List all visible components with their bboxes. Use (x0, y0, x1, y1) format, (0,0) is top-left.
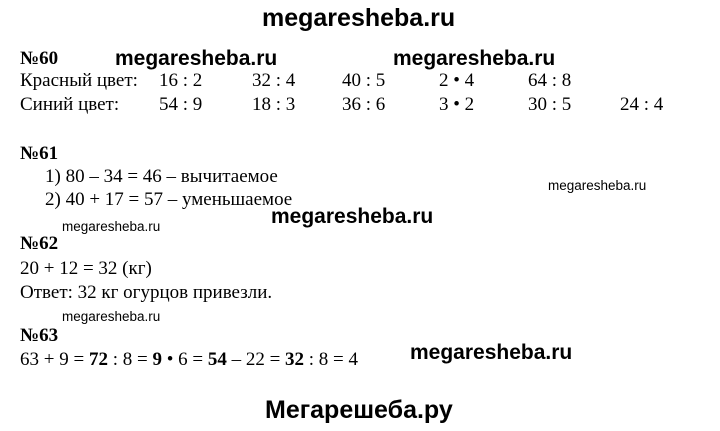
task-62-line-2: Ответ: 32 кг огурцов привезли. (20, 282, 273, 303)
task-61-line-2: 2) 40 + 17 = 57 – уменьшаемое (45, 189, 293, 210)
red-expr-1: 16 : 2 (159, 70, 203, 91)
watermark-row1-left: megaresheba.ru (115, 47, 278, 70)
eq-bold-4: 32 (285, 349, 305, 370)
watermark-left-small-1: megaresheba.ru (62, 219, 161, 234)
watermark-right-small: megaresheba.ru (548, 178, 647, 193)
eq-bold-2: 9 (152, 349, 162, 370)
watermark-row1-right: megaresheba.ru (393, 47, 556, 70)
red-expr-5: 64 : 8 (528, 70, 572, 91)
blue-expr-4: 3 • 2 (439, 94, 475, 115)
eq-part-5: : 8 = 4 (304, 349, 359, 370)
eq-bold-1: 72 (88, 349, 108, 370)
task-61-line-1: 1) 80 – 34 = 46 – вычитаемое (45, 166, 278, 187)
red-expr-3: 40 : 5 (342, 70, 386, 91)
task-63-equation (20, 349, 358, 371)
red-expr-4: 2 • 4 (439, 70, 475, 91)
task-61-number: №61 (20, 143, 59, 164)
task-62-line-1: 20 + 12 = 32 (кг) (20, 258, 152, 279)
task-60-number: №60 (20, 48, 59, 69)
task-62-number: №62 (20, 233, 59, 254)
eq-part-2: : 8 = (107, 349, 153, 370)
red-expr-2: 32 : 4 (252, 70, 296, 91)
blue-expr-1: 54 : 9 (159, 94, 203, 115)
watermark-bottom-right: megaresheba.ru (410, 341, 573, 364)
blue-expr-5: 30 : 5 (528, 94, 572, 115)
footer-brand: Мегарешеба.ру (265, 396, 453, 424)
eq-part-1: 63 + 9 = (20, 349, 89, 370)
watermark-top: megaresheba.ru (262, 4, 456, 32)
blue-expr-2: 18 : 3 (252, 94, 296, 115)
eq-part-4: – 22 = (226, 349, 286, 370)
red-label: Красный цвет: (20, 70, 138, 91)
eq-bold-3: 54 (207, 349, 227, 370)
blue-expr-3: 36 : 6 (342, 94, 386, 115)
eq-part-3: • 6 = (161, 349, 208, 370)
watermark-left-small-2: megaresheba.ru (62, 309, 161, 324)
blue-expr-6: 24 : 4 (620, 94, 664, 115)
blue-label: Синий цвет: (20, 94, 120, 115)
watermark-mid: megaresheba.ru (271, 205, 434, 228)
task-63-number: №63 (20, 325, 59, 346)
